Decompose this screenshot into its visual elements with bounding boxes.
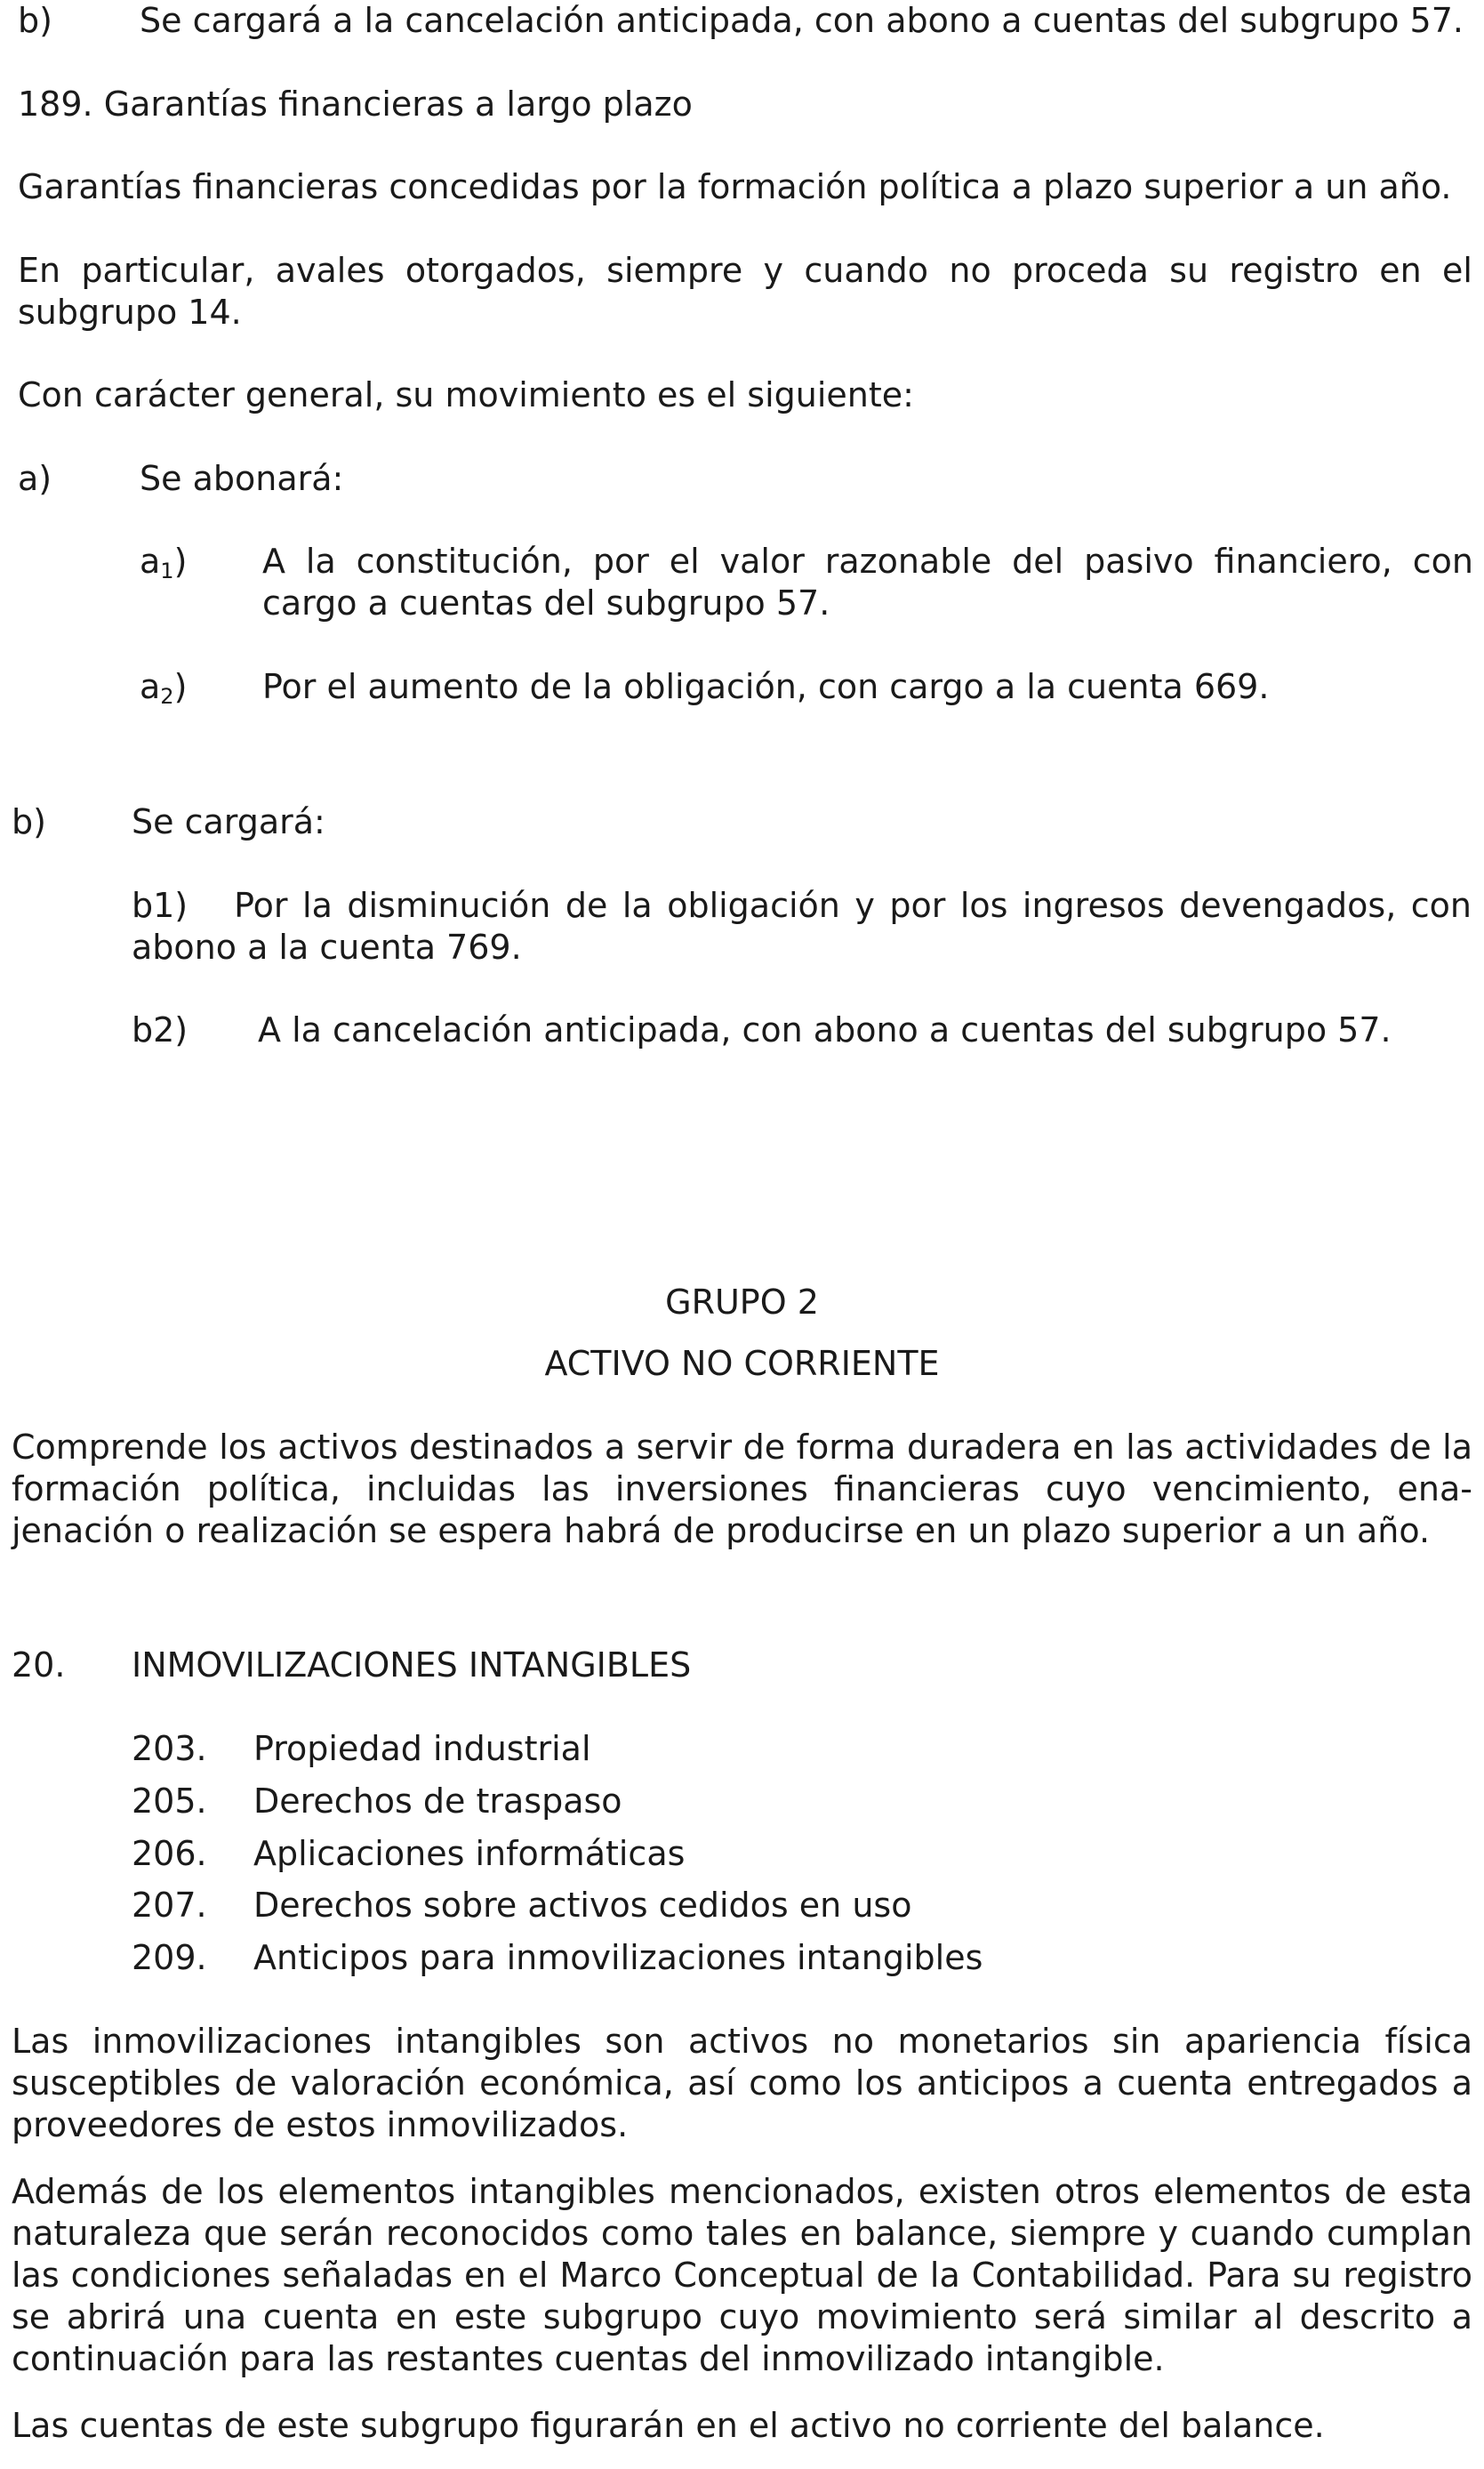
account-name: Derechos sobre activos cedidos en uso xyxy=(253,1886,912,1925)
subitem-text: A la constitución, por el valor razonable del pasivo financiero, con cargo a cuentas del subgrupo 57. xyxy=(262,542,1473,623)
subitem-label-a2: $a_2$) xyxy=(140,667,188,709)
subitem-text: Por la disminución de la obligación y por los ingresos devengados, con abono a la cuenta 769. xyxy=(132,886,1472,967)
account-name: Derechos de traspaso xyxy=(253,1781,622,1821)
account-code: 203. xyxy=(132,1729,207,1768)
subitem-label-a1: $a_1$) xyxy=(140,542,188,583)
paragraph: Las cuentas de este subgrupo figurarán en el activo no corriente del balance. xyxy=(12,2406,1325,2445)
subgroup-title: INMOVILIZACIONES INTANGIBLES xyxy=(132,1645,692,1685)
item-label-b: b) xyxy=(18,1,52,40)
group-title: GRUPO 2 xyxy=(665,1283,819,1322)
paragraph: Con carácter general, su movimiento es el siguiente: xyxy=(18,375,914,414)
item-label-b: b) xyxy=(12,802,46,841)
subitem-b1 xyxy=(132,885,1472,969)
account-code: 205. xyxy=(132,1781,207,1821)
subitem-label-b2: b2) xyxy=(132,1010,189,1050)
account-name: Aplicaciones informáticas xyxy=(253,1834,686,1873)
paragraph: Además de los elementos intangibles mencionados, existen otros elementos de esta naturaleza que serán reconocidos como tales en balance, siempre y cuando cumplan las condiciones señaladas en el Marco Conceptual de la Contabilidad. Para su registro se abrirá una cuenta en este subgrupo cuyo movimiento será similar al descrito a continuación para las restantes cuentas del inmovilizado intangible. xyxy=(12,2172,1472,2378)
subitem-label-b1: b1) xyxy=(132,886,189,925)
item-label-a: a) xyxy=(18,459,52,498)
item-text: Se cargará a la cancelación anticipada, con abono a cuentas del subgrupo 57. xyxy=(140,1,1464,40)
group-intro: Comprende los activos destinados a servir de forma duradera en las actividades de la formación política, incluidas las inversiones financieras cuyo vencimiento, ena-jenación o realización se espera habrá de producirse en un plazo superior a un año. xyxy=(12,1428,1472,1550)
group-subtitle: ACTIVO NO CORRIENTE xyxy=(544,1344,940,1383)
paragraph: En particular, avales otorgados, siempre y cuando no proceda su registro en el subgrupo 14. xyxy=(18,251,1472,332)
subgroup-number: 20. xyxy=(12,1645,66,1685)
item-text: Se cargará: xyxy=(132,802,325,841)
item-text: Se abonará: xyxy=(140,459,344,498)
subitem-text: Por el aumento de la obligación, con cargo a la cuenta 669. xyxy=(262,667,1270,706)
account-code: 207. xyxy=(132,1886,207,1925)
account-code: 206. xyxy=(132,1834,207,1873)
paragraph: Las inmovilizaciones intangibles son activos no monetarios sin apariencia física susceptibles de valoración económica, así como los anticipos a cuenta entregados a proveedores de estos inmovilizados. xyxy=(12,2022,1472,2144)
subitem-text: A la cancelación anticipada, con abono a cuentas del subgrupo 57. xyxy=(258,1010,1392,1050)
paragraph: Garantías financieras concedidas por la formación política a plazo superior a un año. xyxy=(18,167,1452,206)
account-code: 209. xyxy=(132,1938,207,1977)
account-heading-189: 189. Garantías financieras a largo plazo xyxy=(18,84,693,124)
account-name: Anticipos para inmovilizaciones intangibles xyxy=(253,1938,983,1977)
account-name: Propiedad industrial xyxy=(253,1729,591,1768)
